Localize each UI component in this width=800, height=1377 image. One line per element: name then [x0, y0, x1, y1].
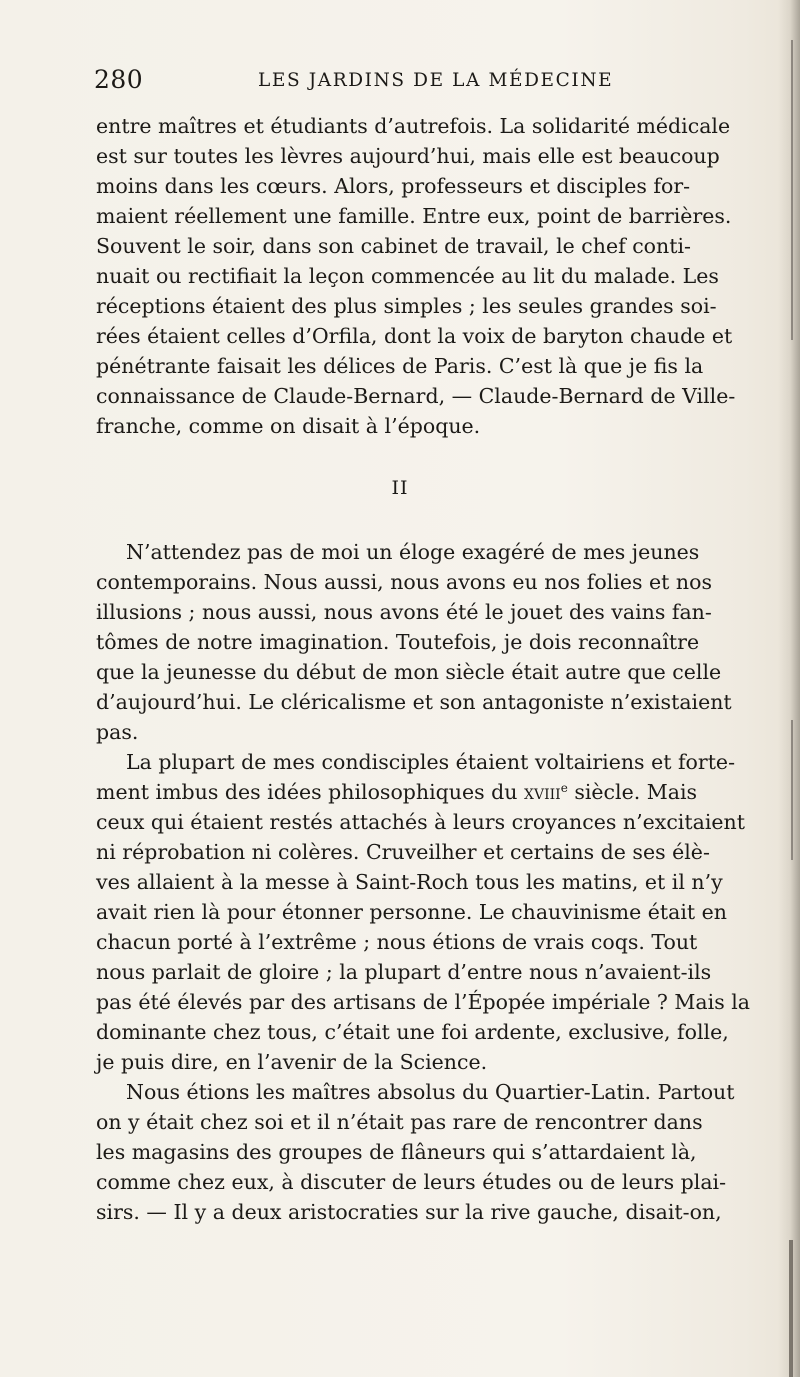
section-number: II	[391, 477, 409, 499]
page-edge-line	[791, 720, 793, 860]
text-fragment: siècle. Mais	[567, 780, 698, 804]
text-line	[0, 777, 800, 807]
text-line: contemporains. Nous aussi, nous avons eu nos folies et nos	[96, 570, 712, 594]
page-header	[0, 64, 800, 104]
text-line: entre maîtres et étudiants d’autrefois. La solidarité médicale	[96, 114, 731, 138]
text-line: moins dans les cœurs. Alors, professeurs et disciples for-	[96, 174, 691, 198]
text-line: que la jeunesse du début de mon siècle était autre que celle	[96, 660, 722, 684]
text-line: ni réprobation ni colères. Cruveilher et certains de ses élè-	[96, 840, 710, 864]
text-line: nuait ou rectifiait la leçon commencée au lit du malade. Les	[96, 264, 719, 288]
text-line: comme chez eux, à discuter de leurs études ou de leurs plai-	[96, 1170, 727, 1194]
text-line: ves allaient à la messe à Saint-Roch tous les matins, et il n’y	[96, 870, 723, 894]
text-line: Nous étions les maîtres absolus du Quartier-Latin. Partout	[126, 1080, 735, 1104]
text-line: réceptions étaient des plus simples ; les seules grandes soi-	[96, 294, 717, 318]
text-line: maient réellement une famille. Entre eux, point de barrières.	[96, 204, 732, 228]
text-fragment: ment imbus des idées philosophiques du	[96, 780, 525, 804]
page-edge-line	[789, 1240, 793, 1377]
text-line: sirs. — Il y a deux aristocraties sur la rive gauche, disait-on,	[96, 1200, 722, 1224]
text-line: pénétrante faisait les délices de Paris. C’est là que je fis la	[96, 354, 704, 378]
text-line: connaissance de Claude-Bernard, — Claude-Bernard de Ville-	[96, 384, 736, 408]
page-number: 280	[94, 65, 144, 94]
text-line: ceux qui étaient restés attachés à leurs croyances n’excitaient	[96, 810, 745, 834]
text-line: je puis dire, en l’avenir de la Science.	[96, 1050, 488, 1074]
text-line: dominante chez tous, c’était une foi ardente, exclusive, folle,	[96, 1020, 729, 1044]
text-line: les magasins des groupes de flâneurs qui s’attardaient là,	[96, 1140, 697, 1164]
text-line: d’aujourd’hui. Le cléricalisme et son antagoniste n’existaient	[96, 690, 732, 714]
page-edge-line	[791, 40, 793, 340]
text-line: illusions ; nous aussi, nous avons été le jouet des vains fan-	[96, 600, 712, 624]
text-line: La plupart de mes condisciples étaient voltairiens et forte-	[126, 750, 735, 774]
text-line: tômes de notre imagination. Toutefois, je dois reconnaître	[96, 630, 700, 654]
century-numeral: xviii	[524, 780, 561, 804]
century-superscript: e	[560, 781, 568, 795]
text-line: pas été élevés par des artisans de l’Épopée impériale ? Mais la	[96, 990, 751, 1014]
text-line: pas.	[96, 720, 139, 744]
text-line: chacun porté à l’extrême ; nous étions de vrais coqs. Tout	[96, 930, 698, 954]
text-line: est sur toutes les lèvres aujourd’hui, mais elle est beaucoup	[96, 144, 720, 168]
text-line: on y était chez soi et il n’était pas rare de rencontrer dans	[96, 1110, 703, 1134]
text-line: avait rien là pour étonner personne. Le chauvinisme était en	[96, 900, 727, 924]
page-edge-shadow	[778, 0, 800, 1377]
text-line: franche, comme on disait à l’époque.	[96, 414, 481, 438]
text-line: Souvent le soir, dans son cabinet de travail, le chef conti-	[96, 234, 691, 258]
running-head: LES JARDINS DE LA MÉDECINE	[258, 70, 614, 91]
text-line: rées étaient celles d’Orfila, dont la voix de baryton chaude et	[96, 324, 733, 348]
text-line: nous parlait de gloire ; la plupart d’entre nous n’avaient-ils	[96, 960, 712, 984]
text-line: N’attendez pas de moi un éloge exagéré de mes jeunes	[126, 540, 700, 564]
